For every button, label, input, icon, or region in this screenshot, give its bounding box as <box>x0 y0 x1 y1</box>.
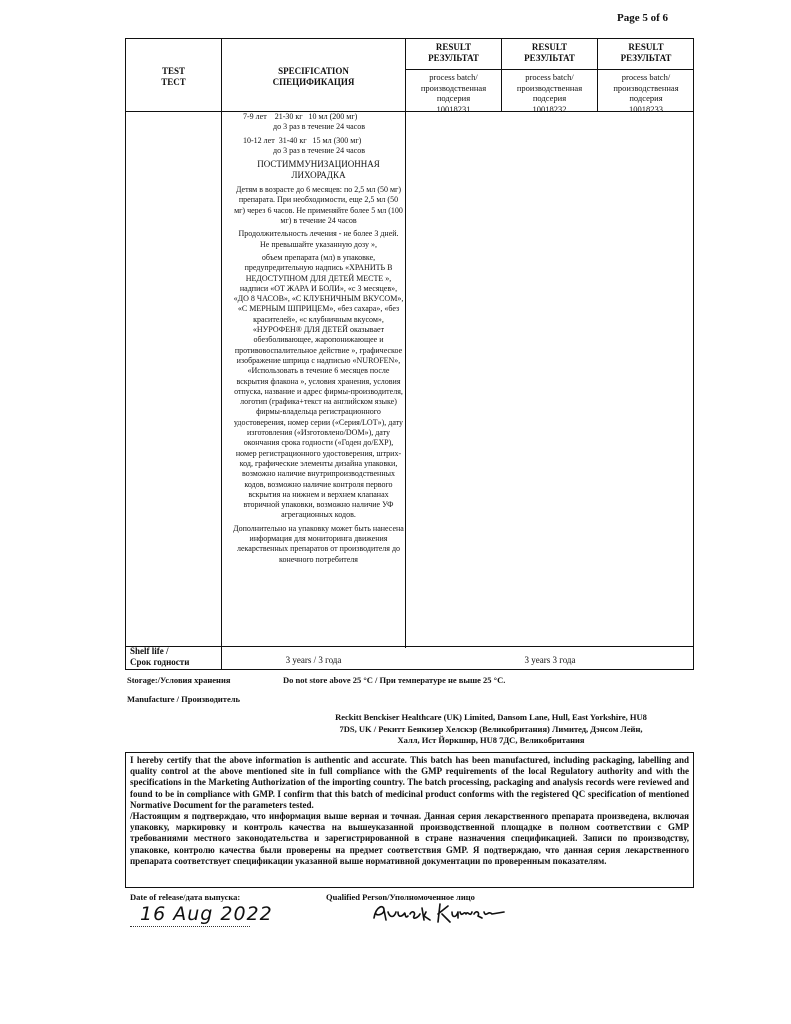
shelf-life-spec: 3 years / 3 года <box>285 655 342 665</box>
signature-drawing <box>370 900 510 926</box>
header-spec-ru: СПЕЦИФИКАЦИЯ <box>272 77 355 87</box>
shelf-life-result: 3 years 3 года <box>524 655 576 665</box>
certification-text-en: I hereby certify that the above information is authentic and accurate. This batch has been manufactured, including packaging, labelling and quality control at the above mentioned site in full compliance with the GMP requirements of the local Regulatory authority and with the specifications in the Marketing Authorization of the importing country. The batch processing, packaging and analysis records were reviewed and found to be in compliance with GMP. I confirm that this batch of medicinal product conforms with the registered QC specification of mentioned Normative Document for the parameters tested. <box>130 755 689 810</box>
page-number: Page 5 of 6 <box>617 12 669 24</box>
header-test-en: TEST <box>161 66 185 76</box>
table-divider <box>125 646 694 647</box>
specification-table <box>125 38 694 670</box>
batch-header-3: process batch/ производственная подсерия 10018233 <box>613 72 679 114</box>
table-divider <box>221 38 222 670</box>
spec-paragraph: Продолжительность лечения - не более 3 дней. Не превышайте указанную дозу », <box>238 229 399 249</box>
header-result-1: RESULT РЕЗУЛЬТАТ <box>428 42 479 63</box>
dose-row-2: 10-12 лет 31-40 кг 15 мл (300 мг) до 3 раз в течение 24 часов <box>243 135 365 155</box>
batch-header-1: process batch/ производственная подсерия 10018231 <box>420 72 487 114</box>
spec-paragraph: объем препарата (мл) в упаковке, предупредительную надпись «ХРАНИТЬ В НЕДОСТУПНОМ ДЛЯ ДЕТЕЙ МЕСТЕ », надписи «ОТ ЖАРА И БОЛИ», «с 3 месяцев», «ДО 8 ЧАСОВ», «С КЛУБНИЧНЫМ ВКУСОМ», «С МЕРНЫМ ШПРИЦЕМ», «без сахара», «без красителей», «с клубничным вкусом», «НУРОФЕН® ДЛЯ ДЕТЕЙ оказывает обезболивающее, жаропонижающее и противовоспалительное действие », графическое изображение шприца с надписью «NUROFEN», «Использовать в течение 6 месяцев после вскрытия флакона », условия хранения, условия отпуска, название и адрес фирмы-производителя, логотип (графика+текст на английском языке) фирмы-владельца регистрационного удостоверения, номер серии («Серия/LOT»), дату изготовления («Изготовлено/DOM»), дату окончания срока годности («Годен до/EXP), номер регистрационного удостоверения, штрих-код, графические элементы дизайна упаковки, возможно наличие внутрипроизводственных кодов, возможно наличие контроля первого вскрытия на нижнем и верхнем клапанах вторичной упаковки, возможно наличие УФ агрегационных кодов. <box>233 252 404 520</box>
qualified-person-label: Qualified Person/Уполномоченное лицо <box>326 892 475 902</box>
header-test-ru: ТЕСТ <box>161 77 186 87</box>
spec-paragraph: Детям в возрасте до 6 месяцев: по 2,5 мл (50 мг) препарата. При необходимости, еще 2,5 мл (50 мг) через 6 часов. Не применяйте более 5 мл (100 мг) в течение 24 часов <box>234 185 403 226</box>
certification-text-ru: /Настоящим я подтверждаю, что информация выше верная и точная. Данная серия лекарственного препарата произведена, включая упаковку, маркировку и контроль качества на вышеуказанной производственной площадке в полном соответствии с GMP требованиями местного законодательства и зарегистрированной в стране назначения спецификацией. Записи по производству, упаковке, контролю качества были проверены на предмет соответствия GMP. Я подтверждаю, что данная серия лекарственного препарата соответствует спецификации указанной выше нормативной документации по проверенным показателям. <box>130 811 689 866</box>
certification-box <box>125 752 694 888</box>
release-date-value: 16 Aug 2022 <box>140 903 273 925</box>
header-test <box>126 66 221 88</box>
release-date-label: Date of release/дата выпуска: <box>130 892 241 902</box>
dose-row-1: 7-9 лет 21-30 кг 10 мл (200 мг) до 3 раз в течение 24 часов <box>243 112 365 132</box>
header-result-2: RESULT РЕЗУЛЬТАТ <box>524 42 575 63</box>
header-spec-en: SPECIFICATION <box>278 66 349 76</box>
storage-value: Do not store above 25 °C / При температуре не выше 25 °C. <box>283 675 506 685</box>
table-divider <box>405 38 406 648</box>
shelf-life-label: Shelf life / Срок годности <box>130 646 190 667</box>
table-divider <box>405 69 694 70</box>
handwritten-signature <box>370 900 510 931</box>
spec-paragraph: Дополнительно на упаковку может быть нанесена информация для мониторинга движения лекарственных препаратов от производителя до конечного потребителя <box>233 523 404 564</box>
date-underline <box>130 926 250 927</box>
batch-header-2: process batch/ производственная подсерия 10018232 <box>516 72 583 114</box>
spec-heading: ПОСТИММУНИЗАЦИОННАЯ ЛИХОРАДКА <box>257 159 380 181</box>
header-result-3: RESULT РЕЗУЛЬТАТ <box>620 42 672 63</box>
manufacturer-address: Reckitt Benckiser Healthcare (UK) Limited, Dansom Lane, Hull, East Yorkshire, HU8 7DS, UK / Рекитт Бенкизер Хелскэр (Великобритания) Лимитед, Дэнсом Лейн, Халл, Ист Йоркшир, HU8 7ДС, Великобритания <box>335 712 647 745</box>
storage-label: Storage:/Условия хранения <box>127 675 231 685</box>
specification-text <box>233 112 404 568</box>
manufacturer-label: Manufacture / Производитель <box>127 694 240 704</box>
header-specification <box>222 66 405 88</box>
